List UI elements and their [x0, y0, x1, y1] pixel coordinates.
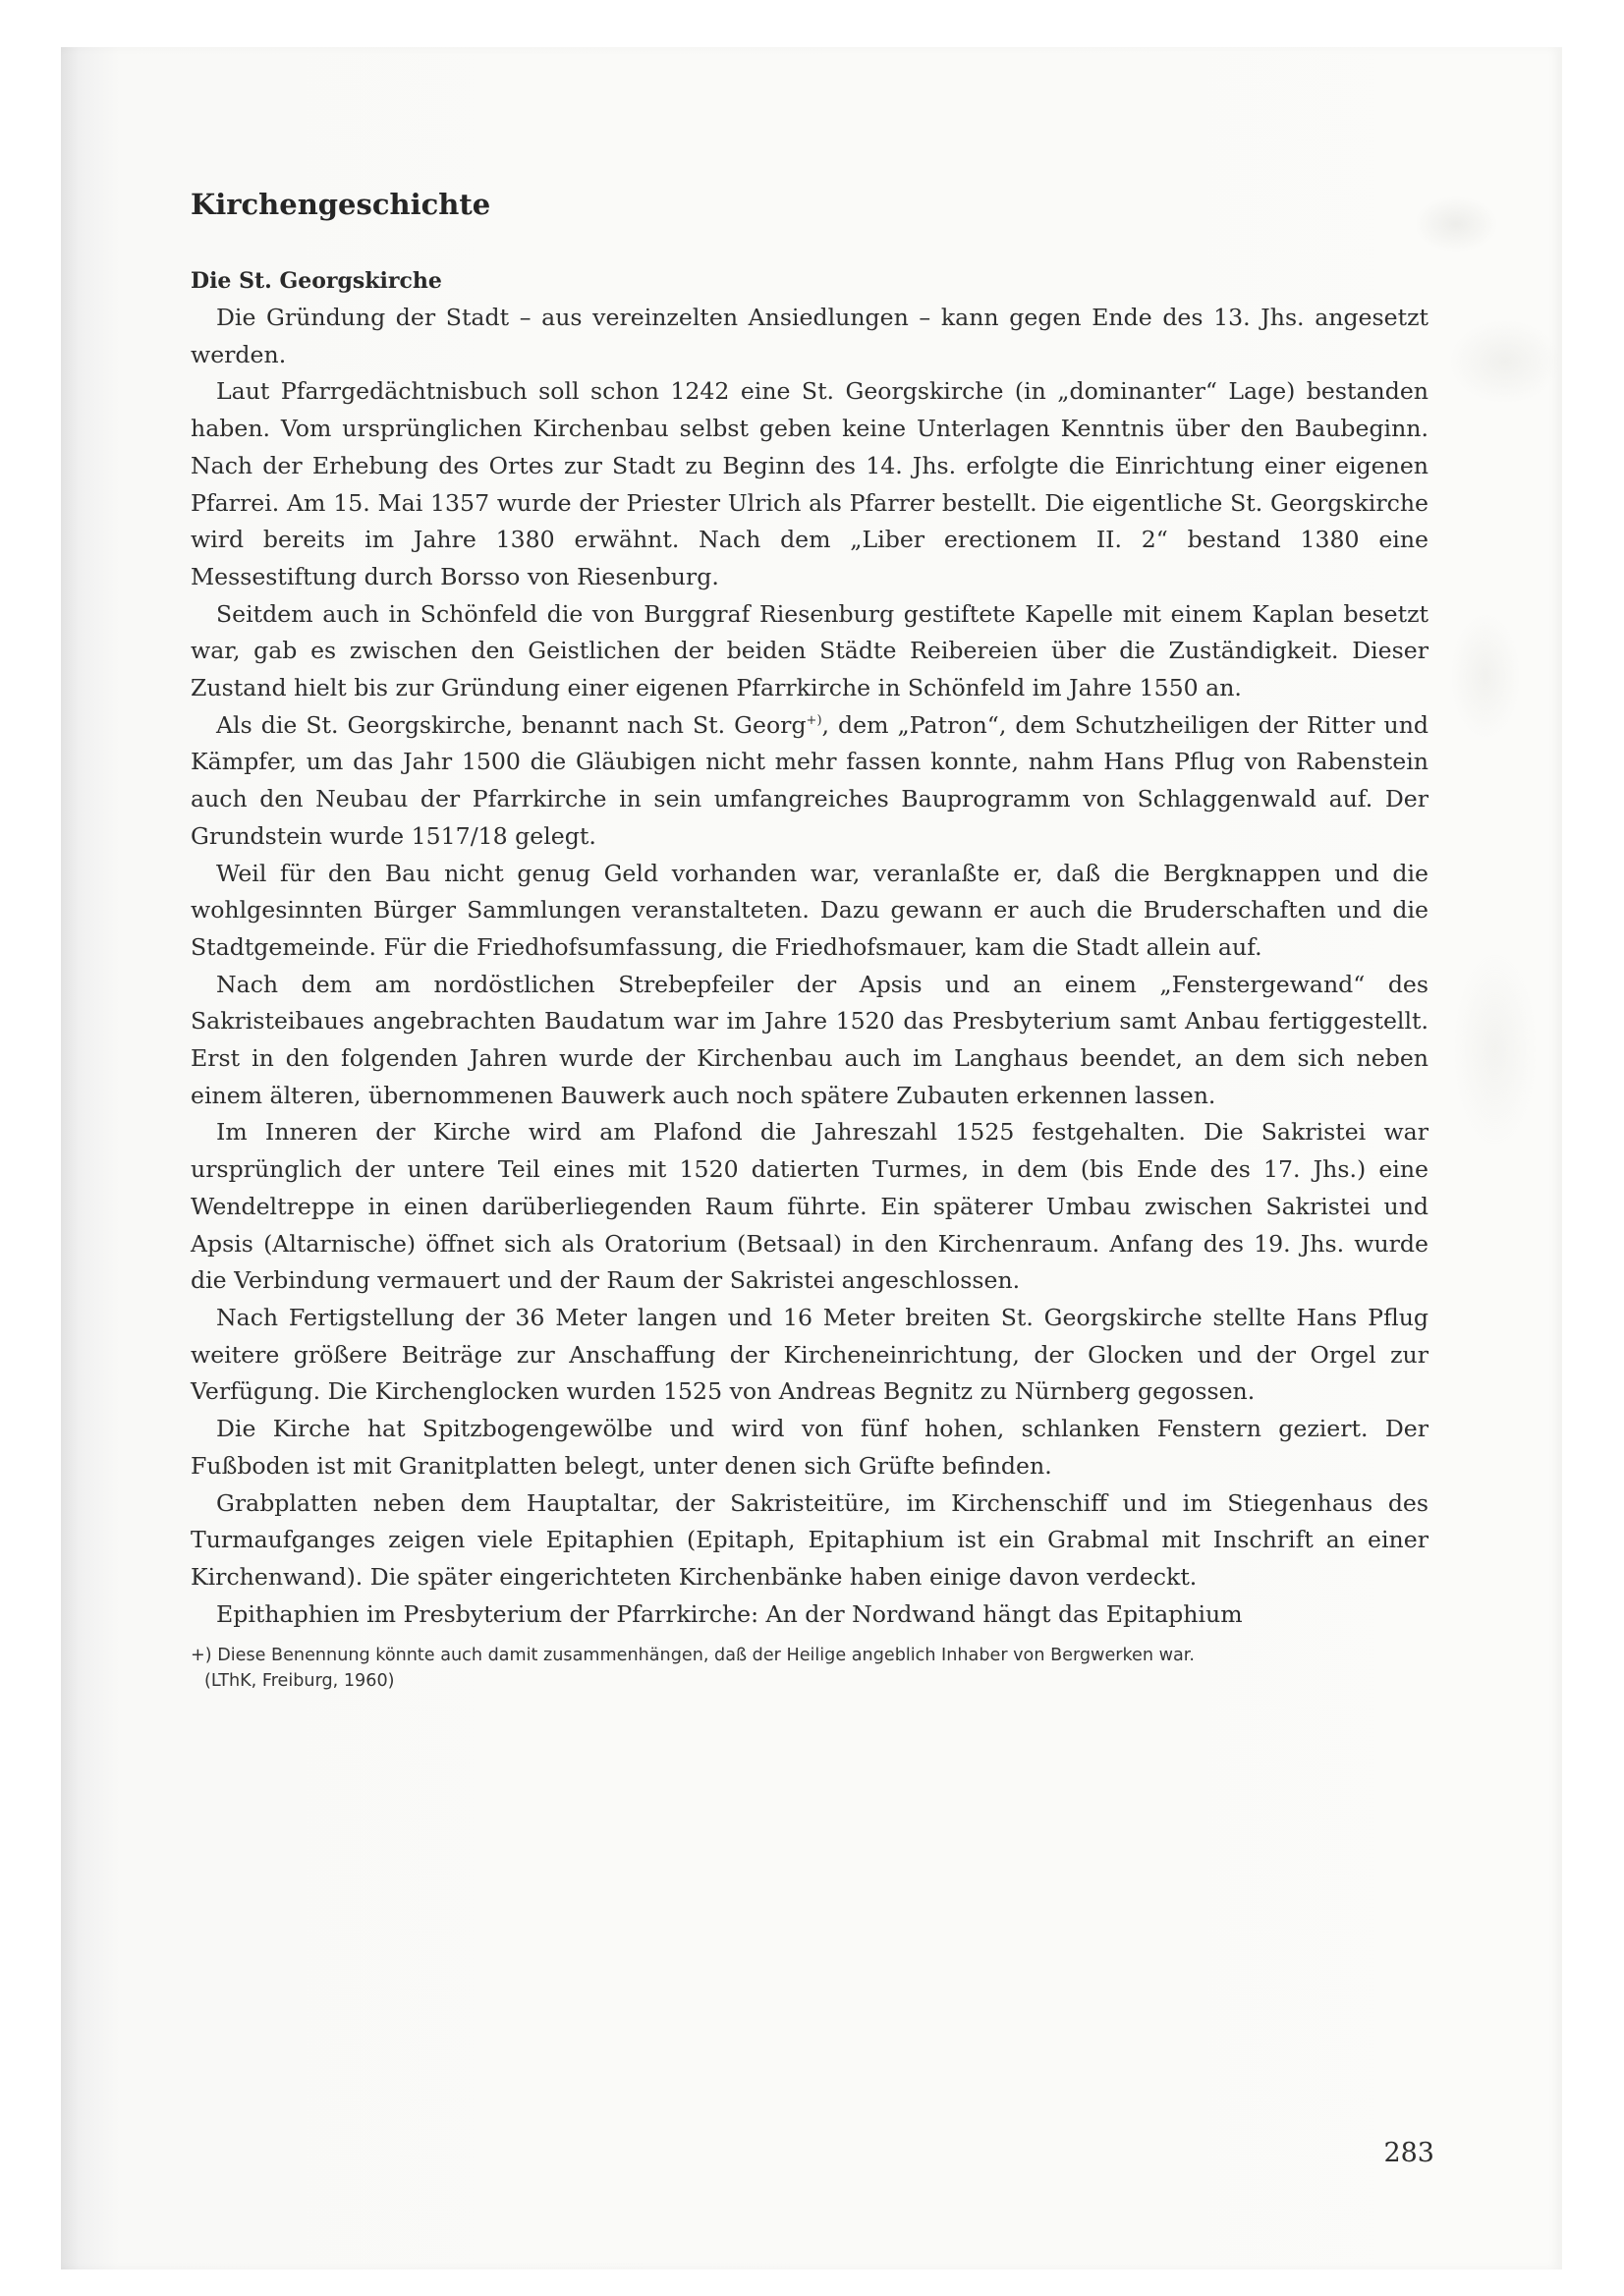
show-through-shadow [1417, 165, 1564, 1835]
footnote-citation: (LThK, Freiburg, 1960) [204, 1671, 395, 1692]
paragraph: Epithaphien im Presbyterium der Pfarrkirche: An der Nordwand hängt das Epitaphium [216, 1599, 1243, 1628]
paragraph: Nach dem am nordöstlichen Strebepfeiler der Apsis und an einem „Fenstergewand“ des Sakristeibaues angebrachten Baudatum war im Jahre 1520 das Presbyterium samt Anbau fertiggestellt. Erst in den folgenden Jahren wurde der Kirchenbau auch im Langhaus beendet, an dem sich neben einem älteren, übernommenen Bauwerk auch noch spätere Zubauten erkennen lassen. [191, 970, 1428, 1109]
page-number: 283 [1383, 2138, 1434, 2168]
paragraph-with-footnote-ref [191, 707, 1428, 856]
paragraph-text: Als die St. Georgskirche, benannt nach St. Georg [216, 710, 807, 739]
chapter-heading: Kirchengeschichte [191, 188, 491, 221]
section-heading: Die St. Georgskirche [191, 268, 442, 294]
paragraph: Die Kirche hat Spitzbogengewölbe und wird von fünf hohen, schlanken Fenstern geziert. Der Fußboden ist mit Granitplatten belegt, unter denen sich Grüfte befinden. [191, 1415, 1428, 1480]
paragraph: Die Gründung der Stadt – aus vereinzelten Ansiedlungen – kann gegen Ende des 13. Jhs. angesetzt werden. [191, 304, 1428, 368]
paragraph: Laut Pfarrgedächtnisbuch soll schon 1242 eine St. Georgskirche (in „dominanter“ Lage) bestanden haben. Vom ursprünglichen Kirchenbau selbst geben keine Unterlagen Kenntnis über den Baubeginn. Nach der Erhebung des Ortes zur Stadt zu Beginn des 14. Jhs. erfolgte die Einrichtung einer eigenen Pfarrei. Am 15. Mai 1357 wurde der Priester Ulrich als Pfarrer bestellt. Die eigentliche St. Georgskirche wird bereits im Jahre 1380 erwähnt. Nach dem „Liber erectionem II. 2“ bestand 1380 eine Messestiftung durch Borsso von Riesenburg. [191, 377, 1428, 590]
paragraph: Im Inneren der Kirche wird am Plafond die Jahreszahl 1525 festgehalten. Die Sakristei war ursprünglich der untere Teil eines mit 1520 datierten Turmes, in dem (bis Ende des 17. Jhs.) eine Wendeltreppe in einen darüberliegenden Raum führte. Ein späterer Umbau zwischen Sakristei und Apsis (Altarnische) öffnet sich als Oratorium (Betsaal) in den Kirchenraum. Anfang des 19. Jhs. wurde die Verbindung vermauert und der Raum der Sakristei angeschlossen. [191, 1118, 1428, 1295]
paragraph: Seitdem auch in Schönfeld die von Burggraf Riesenburg gestiftete Kapelle mit einem Kaplan besetzt war, gab es zwischen den Geistlichen der beiden Städte Reibereien über die Zuständigkeit. Dieser Zustand hielt bis zur Gründung einer eigenen Pfarrkirche in Schönfeld im Jahre 1550 an. [191, 599, 1428, 702]
paragraph-text: , dem „Patron“, dem Schutzheiligen der Ritter und Kämpfer, um das Jahr 1500 die Gläubigen nicht mehr fassen konnte, nahm Hans Pflug von Rabenstein auch den Neubau der Pfarrkirche in sein umfangreiches Bauprogramm von Schlaggenwald auf. Der Grundstein wurde 1517/18 gelegt. [191, 710, 1428, 850]
book-page [61, 47, 1562, 2269]
page-content [191, 187, 1428, 1694]
paragraph: Nach Fertigstellung der 36 Meter langen und 16 Meter breiten St. Georgskirche stellte Hans Pflug weitere größere Beiträge zur Anschaffung der Kircheneinrichtung, der Glocken und der Orgel zur Verfügung. Die Kirchenglocken wurden 1525 von Andreas Begnitz zu Nürnberg gegossen. [191, 1303, 1428, 1406]
footnote [191, 1643, 1428, 1694]
footnote-marker: +) [806, 712, 822, 728]
paragraph: Grabplatten neben dem Hauptaltar, der Sakristeitüre, im Kirchenschiff und im Stiegenhaus des Turmaufganges zeigen viele Epitaphien (Epitaph, Epitaphium ist ein Grabmal mit Inschrift an einer Kirchenwand). Die später eingerichteten Kirchenbänke haben einige davon verdeckt. [191, 1488, 1428, 1591]
paragraph: Weil für den Bau nicht genug Geld vorhanden war, veranlaßte er, daß die Bergknappen und die wohlgesinnten Bürger Sammlungen veranstalteten. Dazu gewann er auch die Bruderschaften und die Stadtgemeinde. Für die Friedhofsumfassung, die Friedhofsmauer, kam die Stadt allein auf. [191, 859, 1428, 961]
footnote-text: +) Diese Benennung könnte auch damit zusammenhängen, daß der Heilige angeblich Inhaber von Bergwerken war. [191, 1646, 1196, 1666]
